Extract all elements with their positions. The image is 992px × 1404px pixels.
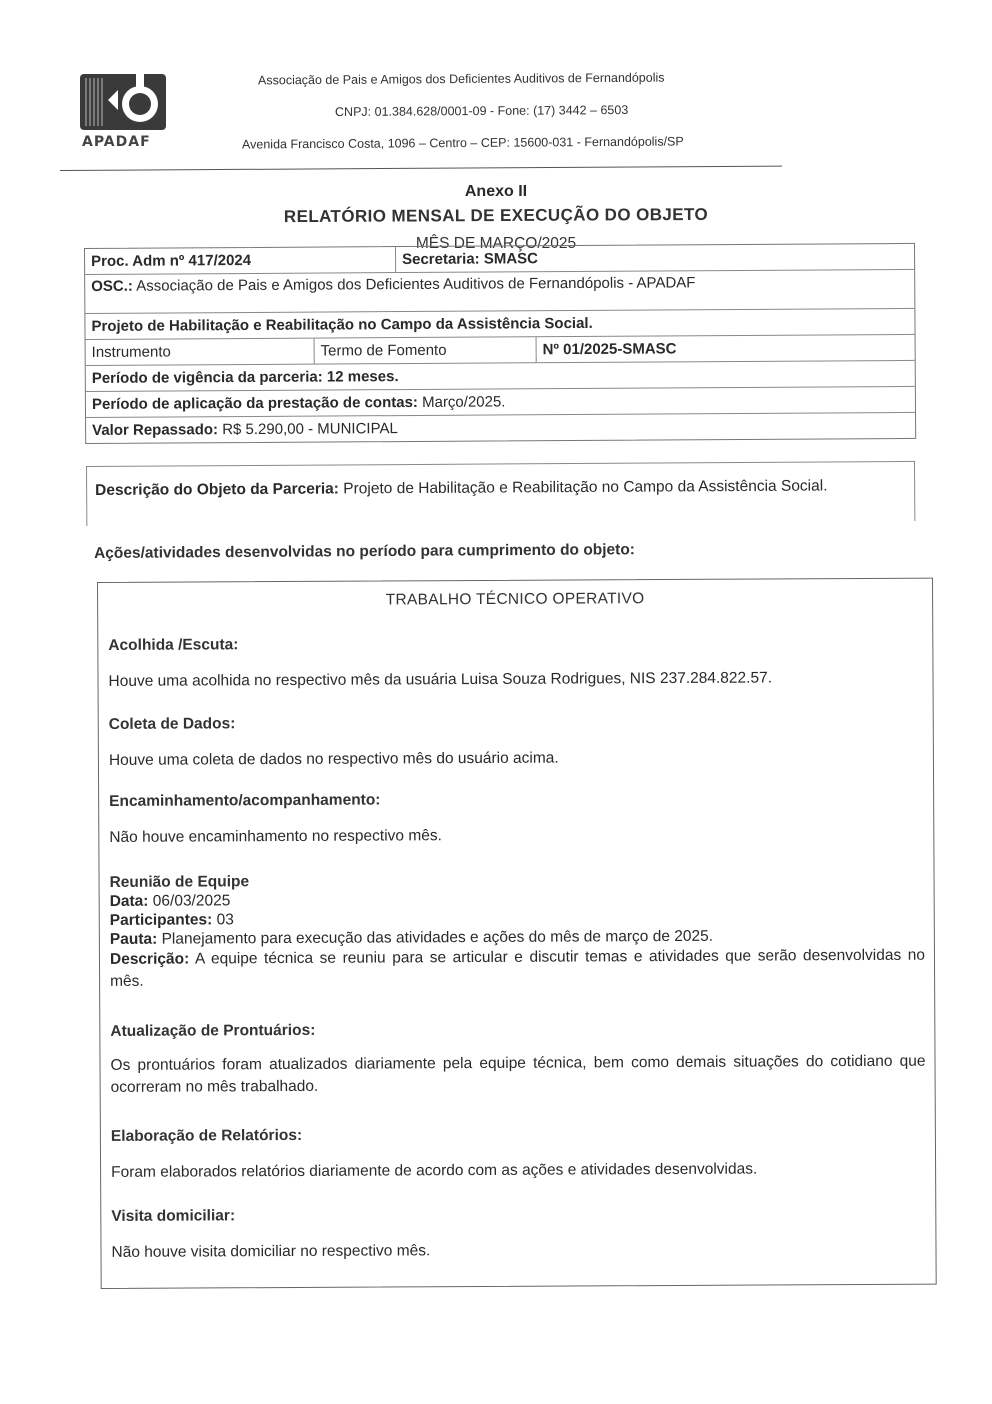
org-name: Associação de Pais e Amigos dos Deficientes Auditivos de Fernandópolis xyxy=(257,70,665,88)
acolhida-title: Acolhida /Escuta: xyxy=(108,636,239,654)
prontuarios-section xyxy=(110,1019,925,1099)
descricao-value: A equipe técnica se reuniu para se articular e discutir temas e atividades que serão desenvolvidas no mês. xyxy=(110,946,926,990)
secretaria-cell xyxy=(395,244,914,272)
pauta-label: Pauta: xyxy=(109,930,158,948)
secretaria-value: SMASC xyxy=(483,250,539,268)
actions-heading: Ações/atividades desenvolvidas no período para cumprimento do objeto: xyxy=(94,541,635,562)
project-name: Projeto de Habilitação e Reabilitação no Campo da Assistência Social. xyxy=(91,314,593,335)
visita-text: Não houve visita domiciliar no respectivo mês. xyxy=(111,1242,431,1261)
valor-label: Valor Repassado: xyxy=(92,421,219,439)
object-description-box xyxy=(86,461,915,526)
acolhida-section xyxy=(108,633,923,693)
valor-row xyxy=(86,413,915,443)
encaminhamento-text: Não houve encaminhamento no respectivo mês. xyxy=(109,827,442,846)
info-table xyxy=(84,243,916,444)
annex-label: Anexo II xyxy=(464,183,528,200)
report-title: RELATÓRIO MENSAL DE EXECUÇÃO DO OBJETO xyxy=(283,204,709,227)
pauta-value: Planejamento para execução das atividades e ações do mês de março de 2025. xyxy=(161,927,714,948)
visita-title: Visita domiciliar: xyxy=(111,1207,236,1225)
secretaria-label: Secretaria: xyxy=(402,250,480,269)
vigencia-text: Período de vigência da parceria: 12 meses. xyxy=(91,368,399,387)
prontuarios-title: Atualização de Prontuários: xyxy=(110,1021,316,1040)
acolhida-text: Houve uma acolhida no respectivo mês da usuária Luisa Souza Rodrigues, NIS 237.284.822.57. xyxy=(108,669,773,690)
data-value: 06/03/2025 xyxy=(152,892,231,910)
osc-row xyxy=(85,270,914,314)
valor-cell xyxy=(86,413,915,443)
reuniao-section xyxy=(110,869,926,993)
encaminhamento-title: Encaminhamento/acompanhamento: xyxy=(109,791,381,810)
relatorios-section xyxy=(111,1124,926,1184)
proc-number: Proc. Adm nº 417/2024 xyxy=(91,251,252,270)
participantes-value: 03 xyxy=(216,911,234,929)
descricao-label: Descrição: xyxy=(109,950,190,968)
encaminhamento-section xyxy=(109,789,924,849)
reuniao-title: Reunião de Equipe xyxy=(109,873,250,891)
report-month: MÊS DE MARÇO/2025 xyxy=(415,235,577,252)
relatorios-title: Elaboração de Relatórios: xyxy=(110,1126,303,1145)
osc-cell xyxy=(85,270,914,313)
logo-text: APADAF xyxy=(82,134,151,150)
aplicacao-cell xyxy=(86,387,915,417)
instrument-number: Nº 01/2025-SMASC xyxy=(536,335,915,362)
coleta-text: Houve uma coleta de dados no respectivo mês do usuário acima. xyxy=(108,749,559,769)
prontuarios-text: Os prontuários foram atualizados diariamente pela equipe técnica, bem como demais situações do cotidiano que ocorreram no mês trabalhado. xyxy=(110,1052,926,1096)
description-label: Descrição do Objeto da Parceria: xyxy=(95,480,339,499)
coleta-title: Coleta de Dados: xyxy=(108,715,236,733)
coleta-section xyxy=(109,712,924,772)
aplicacao-value: Março/2025. xyxy=(422,393,506,411)
description-text: Projeto de Habilitação e Reabilitação no Campo da Assistência Social. xyxy=(343,477,828,498)
instrumento-label: Instrumento xyxy=(91,343,171,361)
address-line: Avenida Francisco Costa, 1096 – Centro – CEP: 15600-031 - Fernandópolis/SP xyxy=(241,134,684,152)
aplicacao-label: Período de aplicação da prestação de contas: xyxy=(91,393,418,413)
osc-value: Associação de Pais e Amigos dos Deficientes Auditivos de Fernandópolis - APADAF xyxy=(136,274,696,295)
participantes-label: Participantes: xyxy=(109,911,213,929)
activities-box xyxy=(97,578,937,1289)
header-divider xyxy=(60,166,782,171)
cnpj-line: CNPJ: 01.384.628/0001-09 - Fone: (17) 3442 – 6503 xyxy=(334,102,629,120)
visita-section xyxy=(111,1204,926,1264)
activities-title: TRABALHO TÉCNICO OPERATIVO xyxy=(385,590,645,609)
instrumento-value: Termo de Fomento xyxy=(314,337,536,363)
reuniao-descricao xyxy=(110,945,925,993)
osc-label: OSC.: xyxy=(91,277,133,295)
relatorios-text: Foram elaborados relatórios diariamente de acordo com as ações e atividades desenvolvidas. xyxy=(111,1160,758,1181)
valor-value: R$ 5.290,00 - MUNICIPAL xyxy=(222,420,398,439)
data-label: Data: xyxy=(109,892,149,910)
